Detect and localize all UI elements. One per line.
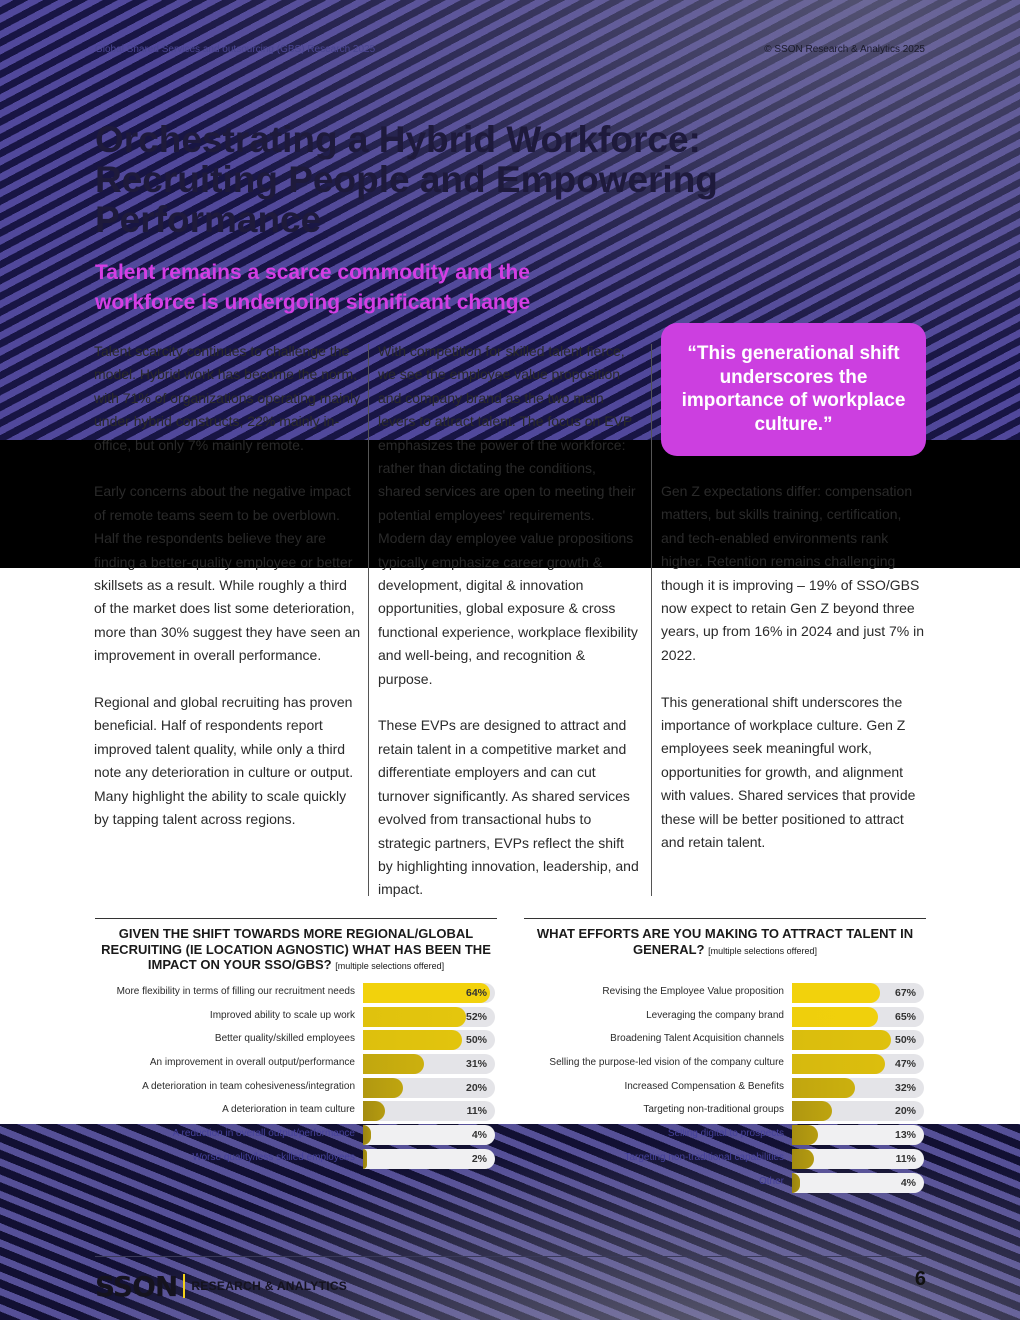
chart-question: WHAT EFFORTS ARE YOU MAKING TO ATTRACT TALENT IN GENERAL? <box>536 926 914 957</box>
bar-value-label: 20% <box>894 1105 916 1118</box>
bar-row <box>95 1148 497 1172</box>
bar-label: Leveraging the company brand <box>646 1009 784 1021</box>
bar <box>792 1149 814 1169</box>
bar-row <box>95 1029 497 1053</box>
bar-track <box>792 1007 924 1027</box>
bar-label: Selling the purpose-led vision of the company culture <box>549 1057 784 1069</box>
page-number: 6 <box>914 1268 926 1290</box>
bar-label: Broadening Talent Acquisition channels <box>610 1033 784 1045</box>
bar-label: Increased Compensation & Benefits <box>624 1080 784 1092</box>
text-column-1 <box>94 340 362 855</box>
bar-rows <box>95 982 497 1172</box>
bar-track <box>363 1007 495 1027</box>
bar-track <box>792 1030 924 1050</box>
column-divider <box>368 344 369 896</box>
bar-label: Targeting non-traditional groups <box>643 1104 784 1116</box>
bar <box>792 1030 891 1050</box>
bar-row <box>524 1124 926 1148</box>
bar-label: Worse quality/less skilled employees <box>192 1151 355 1163</box>
bar-track <box>792 1101 924 1121</box>
bar <box>792 1007 878 1027</box>
chart-question: GIVEN THE SHIFT TOWARDS MORE REGIONAL/GLOBAL RECRUITING (IE LOCATION AGNOSTIC) WHAT HAS BEEN THE IMPACT ON YOUR SSO/GBS? <box>101 926 491 972</box>
paragraph: Regional and global recruiting has proven beneficial. Half of respondents report improved talent quality, while only a third note any deterioration in culture or output. Many highlight the ability to scale quickly by tapping talent across regions. <box>94 694 354 828</box>
page-subtitle: Talent remains a scarce commodity and the workforce is undergoing significant change <box>95 261 531 314</box>
bar-track <box>363 1101 495 1121</box>
text-column-2 <box>378 340 640 925</box>
bar-label: Revising the Employee Value proposition <box>602 986 784 997</box>
paragraph: Gen Z expectations differ: compensation matters, but skills training, certification, and tech-enabled environments rank higher. Retention remains challenging though it is improving – 19% of SSO/GBS now expect to retain Gen Z beyond three years, up from 16% in 2024 and just 7% in 2022. <box>661 483 925 663</box>
logo-divider <box>183 1274 185 1298</box>
bar-label: Other <box>758 1175 784 1187</box>
bar <box>792 983 880 1003</box>
bar-value-label: 32% <box>894 1081 916 1094</box>
bar <box>363 1149 367 1169</box>
bar-value-label: 47% <box>894 1058 916 1071</box>
bar <box>363 1007 466 1027</box>
bar-track <box>792 1078 924 1098</box>
bar-row <box>524 1029 926 1053</box>
bar-label: A deterioration in team cohesiveness/integration <box>142 1080 355 1092</box>
running-header-right: © SSON Research & Analytics 2025 <box>764 44 925 55</box>
bar-label: More flexibility in terms of filling our recruitment needs <box>116 986 355 997</box>
bar <box>363 1101 385 1121</box>
column-divider <box>651 344 652 896</box>
bar-track <box>792 1149 924 1169</box>
bar-track <box>792 1173 924 1193</box>
bar-row <box>524 1172 926 1196</box>
bar-track <box>363 983 495 1003</box>
chart-regional-recruiting-impact <box>95 918 497 1165</box>
bar-row <box>524 1100 926 1124</box>
chart-note: [multiple selections offered] <box>708 945 818 956</box>
paragraph: This generational shift underscores the importance of workplace culture. Gen Z employees seek meaningful work, opportunities for growth, and alignment with values. Shared services that provide these will be better positioned to attract and retain talent. <box>661 693 916 851</box>
bar-row <box>524 982 926 1006</box>
bar-track <box>792 1125 924 1145</box>
bar-row <box>95 1124 497 1148</box>
bar-track <box>363 1125 495 1145</box>
bar-value-label: 20% <box>465 1081 487 1094</box>
bar <box>792 1101 832 1121</box>
pull-quote: “This generational shift underscores the importance of workplace culture.” <box>661 323 926 456</box>
logo-mark: SSON <box>95 1269 178 1303</box>
bar-label: Targeting non-traditional capabilities <box>624 1151 784 1163</box>
paragraph: Talent scarcity continues to challenge the model. Hybrid work has become the norm, with 71% of organizations operating mainly under hybrid constructs, 22% mainly in-office, but only 7% mainly remote. <box>94 343 361 453</box>
bar-track <box>363 1030 495 1050</box>
bar-row <box>95 1053 497 1077</box>
bar-value-label: 4% <box>471 1129 487 1142</box>
bar-label: A reduction in overall output/performance <box>172 1128 355 1140</box>
bar <box>792 1125 818 1145</box>
page-title: Orchestrating a Hybrid Workforce: Recruiting People and Empowering Performance <box>95 119 718 240</box>
bar <box>363 1030 462 1050</box>
bar-value-label: 67% <box>894 987 916 999</box>
bar-value-label: 4% <box>900 1176 916 1189</box>
chart-title <box>524 926 926 959</box>
bar-value-label: 11% <box>466 1105 487 1118</box>
paragraph: With competition for skilled talent fierce, we see the employee value proposition and company brand as the two main levers to attract talent. The focus on EVP emphasizes the power of the workforce: rather than dictating the conditions, shared services are open to meeting their potential employees' requirements. Modern day employee value propositions typically emphasize career growth & development, digital & innovation opportunities, global exposure & cross functional experience, workplace flexibility and well-being, and recognition & purpose. <box>378 343 638 687</box>
bar <box>363 1054 424 1074</box>
bar-value-label: 50% <box>465 1034 487 1047</box>
bar <box>363 1125 371 1145</box>
bar-label: An improvement in overall output/performance <box>149 1057 355 1069</box>
chart-title <box>95 926 497 975</box>
bar-label: Improved ability to scale up work <box>209 1009 355 1021</box>
running-header-left: Global Shared Services and outsourcing (GBS) Research 2025 <box>95 44 376 55</box>
bar <box>363 1078 403 1098</box>
chart-top-rule <box>524 918 926 919</box>
bar-track <box>363 1078 495 1098</box>
bar-row <box>524 1148 926 1172</box>
bar-value-label: 13% <box>894 1129 916 1142</box>
footer-rule <box>95 1256 926 1257</box>
bar-row <box>524 1077 926 1101</box>
bar-value-label: 65% <box>894 1010 916 1023</box>
bar-rows <box>524 982 926 1195</box>
bar-label: Selling digital to prospects <box>667 1128 784 1140</box>
bar-value-label: 2% <box>471 1152 487 1165</box>
sson-logo <box>95 1271 347 1301</box>
bar-track <box>792 1054 924 1074</box>
bar-label: Better quality/skilled employees <box>214 1033 355 1045</box>
bar-value-label: 64% <box>465 987 487 999</box>
bar-track <box>363 1054 495 1074</box>
bar-row <box>95 982 497 1006</box>
bar-row <box>524 1006 926 1030</box>
chart-top-rule <box>95 918 497 919</box>
bar-row <box>95 1077 497 1101</box>
bar-label: A deterioration in team culture <box>222 1104 355 1116</box>
bar-row <box>95 1100 497 1124</box>
chart-note: [multiple selections offered] <box>335 961 445 971</box>
bar-value-label: 11% <box>895 1152 916 1165</box>
bar-track <box>363 1149 495 1169</box>
bar-track <box>792 983 924 1003</box>
paragraph: These EVPs are designed to attract and retain talent in a competitive market and differentiate employers and can cut turnover significantly. As shared services evolved from transactional hubs to strategic partners, EVPs reflect the shift by highlighting innovation, leadership, and impact. <box>378 717 639 898</box>
bar-value-label: 31% <box>465 1058 487 1071</box>
bar <box>792 1173 800 1193</box>
paragraph: Early concerns about the negative impact of remote teams seem to be overblown. Half the respondents believe they are finding a better-quality employee or better skillsets as a result. While roughly a third of the market does list some deterioration, more than 30% suggest they have seen an improvement in overall performance. <box>94 483 361 664</box>
text-column-3 <box>661 480 927 878</box>
logo-text: RESEARCH & ANALYTICS <box>191 1279 348 1293</box>
bar-value-label: 50% <box>894 1034 916 1047</box>
bar-value-label: 52% <box>465 1010 487 1023</box>
bar <box>792 1054 885 1074</box>
bar-row <box>95 1006 497 1030</box>
chart-talent-attraction-efforts <box>524 918 926 1189</box>
bar <box>792 1078 855 1098</box>
bar-row <box>524 1053 926 1077</box>
